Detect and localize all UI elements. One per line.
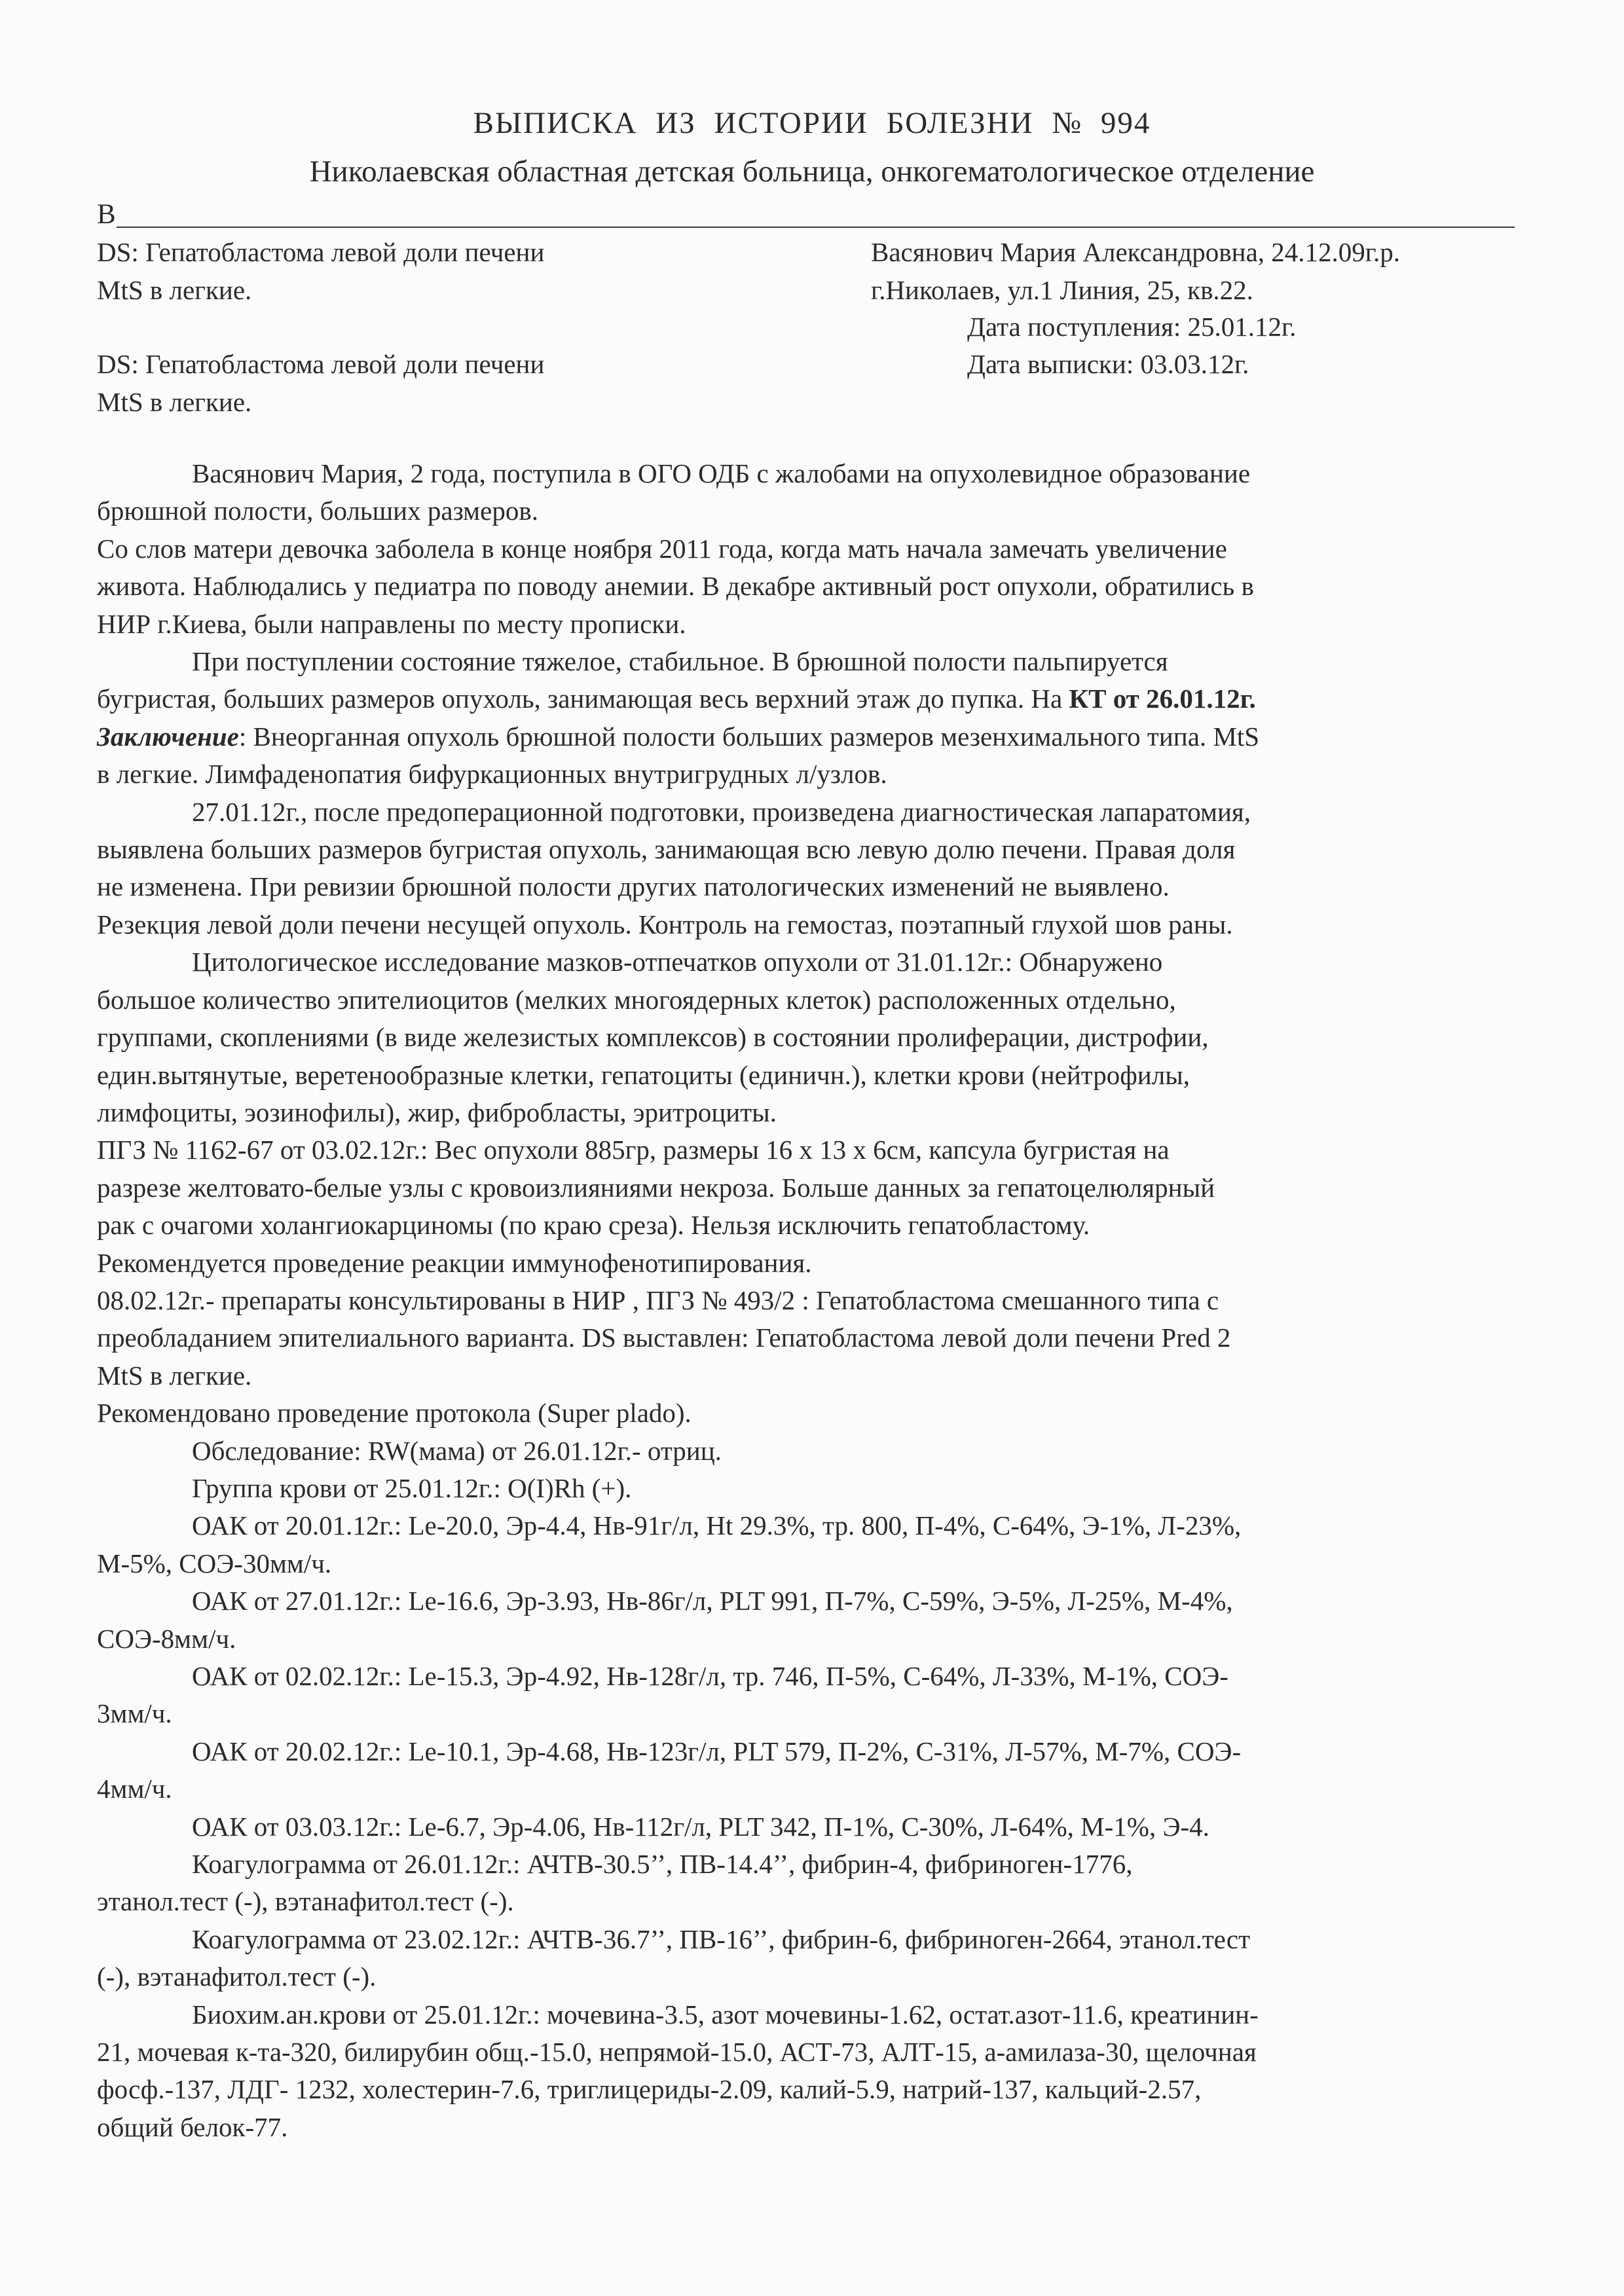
diagnosis-2-line1: DS: Гепатобластома левой доли печени [97, 349, 545, 379]
text-line [97, 718, 1518, 756]
discharge-date: Дата выписки: 03.03.12г. [967, 349, 1249, 379]
text-line: Группа крови от 25.01.12г.: O(I)Rh (+). [192, 1472, 632, 1503]
text-line: фосф.-137, ЛДГ- 1232, холестерин-7.6, триглицериды-2.09, калий-5.9, натрий-137, кальций-2.57, [97, 2074, 1202, 2105]
text-line: большое количество эпителиоцитов (мелких многоядерных клеток) расположенных отдельно, [97, 984, 1176, 1015]
text-line: (-), вэтанафитол.тест (-). [97, 1961, 377, 1992]
text-line: лимфоциты, эозинофилы), жир, фибробласты, эритроциты. [97, 1097, 777, 1127]
text-line: Васянович Мария, 2 года, поступила в ОГО ОДБ с жалобами на опухолевидное образование [192, 458, 1251, 488]
b-line [97, 198, 1515, 232]
text-line: Коагулограмма от 26.01.12г.: АЧТВ-30.5’’, ПВ-14.4’’, фибрин-4, фибриноген-1776, [192, 1849, 1133, 1880]
text-line: М-5%, СОЭ-30мм/ч. [97, 1548, 332, 1578]
text-line: 3мм/ч. [97, 1698, 172, 1729]
text-line: Обследование: RW(мама) от 26.01.12г.- отриц. [192, 1435, 722, 1466]
text-line: ОАК от 20.02.12г.: Le-10.1, Эр-4.68, Нв-123г/л, PLT 579, П-2%, С-31%, Л-57%, М-7%, СОЭ- [192, 1736, 1242, 1766]
text-line: MtS в легкие. [97, 1360, 252, 1391]
text-line: общий белок-77. [97, 2111, 288, 2142]
text-fragment: : Внеорганная опухоль брюшной полости больших размеров мезенхимального типа. MtS [238, 721, 1260, 752]
text-line: един.вытянутые, веретенообразные клетки, гепатоциты (единичн.), клетки крови (нейтрофилы, [97, 1059, 1190, 1090]
text-line: ПГЗ № 1162-67 от 03.02.12г.: Вес опухоли 885гр, размеры 16 х 13 х 6см, капсула бугристая на [97, 1135, 1170, 1165]
text-line: преобладанием эпителиального варианта. DS выставлен: Гепатобластома левой доли печени Pred 2 [97, 1322, 1231, 1353]
text-line: Резекция левой доли печени несущей опухоль. Контроль на гемостаз, поэтапный глухой шов раны. [97, 909, 1233, 939]
text-line: 21, мочевая к-та-320, билирубин общ.-15.0, непрямой-15.0, АСТ-73, АЛТ-15, а-амилаза-30, щелочная [97, 2037, 1257, 2068]
text-line: Рекомендовано проведение протокола (Super plado). [97, 1398, 692, 1429]
conclusion-label: Заключение [97, 721, 239, 752]
diagnosis-2-line2: MtS в легкие. [97, 387, 252, 417]
patient-address: г.Николаев, ул.1 Линия, 25, кв.22. [871, 275, 1253, 305]
text-line: этанол.тест (-), вэтанафитол.тест (-). [97, 1886, 514, 1917]
document-body [97, 455, 1518, 2146]
admission-date: Дата поступления: 25.01.12г. [967, 312, 1297, 342]
text-line: НИР г.Киева, были направлены по месту прописки. [97, 608, 686, 639]
text-fragment: бугристая, больших размеров опухоль, занимающая весь верхний этаж до пупка. На [97, 683, 1069, 714]
text-line: в легкие. Лимфаденопатия бифуркационных внутригрудных л/узлов. [97, 759, 887, 790]
text-line: СОЭ-8мм/ч. [97, 1623, 236, 1654]
text-line: ОАК от 03.03.12г.: Le-6.7, Эр-4.06, Нв-112г/л, PLT 342, П-1%, С-30%, Л-64%, М-1%, Э-4. [192, 1811, 1209, 1842]
text-line: Со слов матери девочка заболела в конце ноября 2011 года, когда мать начала замечать увеличение [97, 533, 1227, 564]
patient-name: Васянович Мария Александровна, 24.12.09г.р. [871, 237, 1400, 267]
text-line: ОАК от 02.02.12г.: Le-15.3, Эр-4.92, Нв-128г/л, тр. 746, П-5%, С-64%, Л-33%, М-1%, СОЭ- [192, 1661, 1228, 1691]
text-line: 4мм/ч. [97, 1774, 172, 1804]
text-line: ОАК от 20.01.12г.: Le-20.0, Эр-4.4, Нв-91г/л, Ht 29.3%, тр. 800, П-4%, С-64%, Э-1%, Л-23%, [192, 1510, 1242, 1541]
diagnosis-1-line1: DS: Гепатобластома левой доли печени [97, 237, 545, 267]
ct-reference: КТ от 26.01.12г. [1069, 683, 1256, 714]
text-line: живота. Наблюдались у педиатра по поводу анемии. В декабре активный рост опухоли, обратились в [97, 571, 1254, 602]
text-line: брюшной полости, больших размеров. [97, 496, 538, 526]
text-line: Биохим.ан.крови от 25.01.12г.: мочевина-3.5, азот мочевины-1.62, остат.азот-11.6, креатинин- [192, 1999, 1259, 2030]
text-line: Цитологическое исследование мазков-отпечатков опухоли от 31.01.12г.: Обнаружено [192, 947, 1163, 977]
text-line: группами, скоплениями (в виде железистых комплексов) в состоянии пролиферации, дистрофии, [97, 1022, 1209, 1053]
hospital-name: Николаевская областная детская больница, онкогематологическое отделение [309, 155, 1315, 189]
b-prefix: В [97, 199, 116, 230]
text-line: выявлена больших размеров бугристая опухоль, занимающая всю левую долю печени. Правая доля [97, 834, 1236, 865]
text-line: Коагулограмма от 23.02.12г.: АЧТВ-36.7’’, ПВ-16’’, фибрин-6, фибриноген-2664, этанол.тест [192, 1923, 1251, 1954]
document-title: ВЫПИСКА ИЗ ИСТОРИИ БОЛЕЗНИ № 994 [473, 106, 1151, 140]
text-line: 27.01.12г., после предоперационной подготовки, произведена диагностическая лапаратомия, [192, 796, 1251, 827]
text-line: разрезе желтовато-белые узлы с кровоизлияниями некроза. Больше данных за гепатоцелюлярный [97, 1172, 1215, 1203]
text-line: ОАК от 27.01.12г.: Le-16.6, Эр-3.93, Нв-86г/л, PLT 991, П-7%, С-59%, Э-5%, Л-25%, М-4%, [192, 1586, 1233, 1616]
underline-rule [117, 227, 1515, 228]
text-line: рак с очагоми холангиокарциномы (по краю среза). Нельзя исключить гепатобластому. [97, 1210, 1090, 1241]
text-line: Рекомендуется проведение реакции иммунофенотипирования. [97, 1247, 812, 1278]
text-line: При поступлении состояние тяжелое, стабильное. В брюшной полости пальпируется [192, 646, 1168, 677]
diagnosis-1-line2: MtS в легкие. [97, 275, 252, 305]
text-line [97, 680, 1518, 718]
text-line: не изменена. При ревизии брюшной полости других патологических изменений не выявлено. [97, 871, 1170, 902]
text-line: 08.02.12г.- препараты консультированы в НИР , ПГЗ № 493/2 : Гепатобластома смешанного типа с [97, 1285, 1219, 1315]
